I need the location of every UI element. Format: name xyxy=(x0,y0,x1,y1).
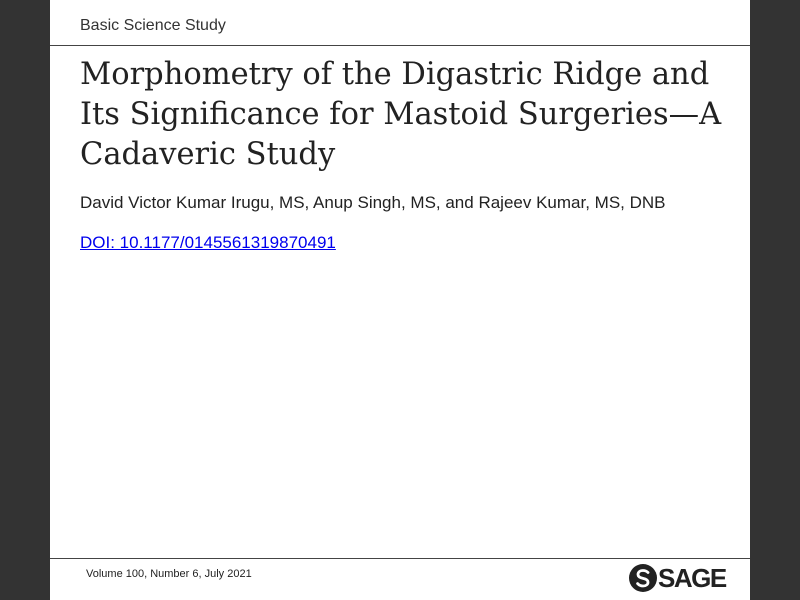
footer-divider xyxy=(50,558,750,559)
article-category: Basic Science Study xyxy=(80,17,226,34)
document-page xyxy=(50,0,750,600)
publisher-name: SAGE xyxy=(658,562,726,593)
publisher-logo xyxy=(628,561,726,595)
article-title: Morphometry of the Digastric Ridge and Its Significance for Mastoid Surgeries—A Cadaveric Study xyxy=(80,57,722,172)
header-divider xyxy=(50,45,750,46)
doi-link[interactable]: DOI: 10.1177/0145561319870491 xyxy=(80,233,336,252)
journal-volume: Volume 100, Number 6, July 2021 xyxy=(86,568,252,580)
article-authors: David Victor Kumar Irugu, MS, Anup Singh, MS, and Rajeev Kumar, MS, DNB xyxy=(80,193,666,212)
sage-logo-icon xyxy=(628,563,658,593)
